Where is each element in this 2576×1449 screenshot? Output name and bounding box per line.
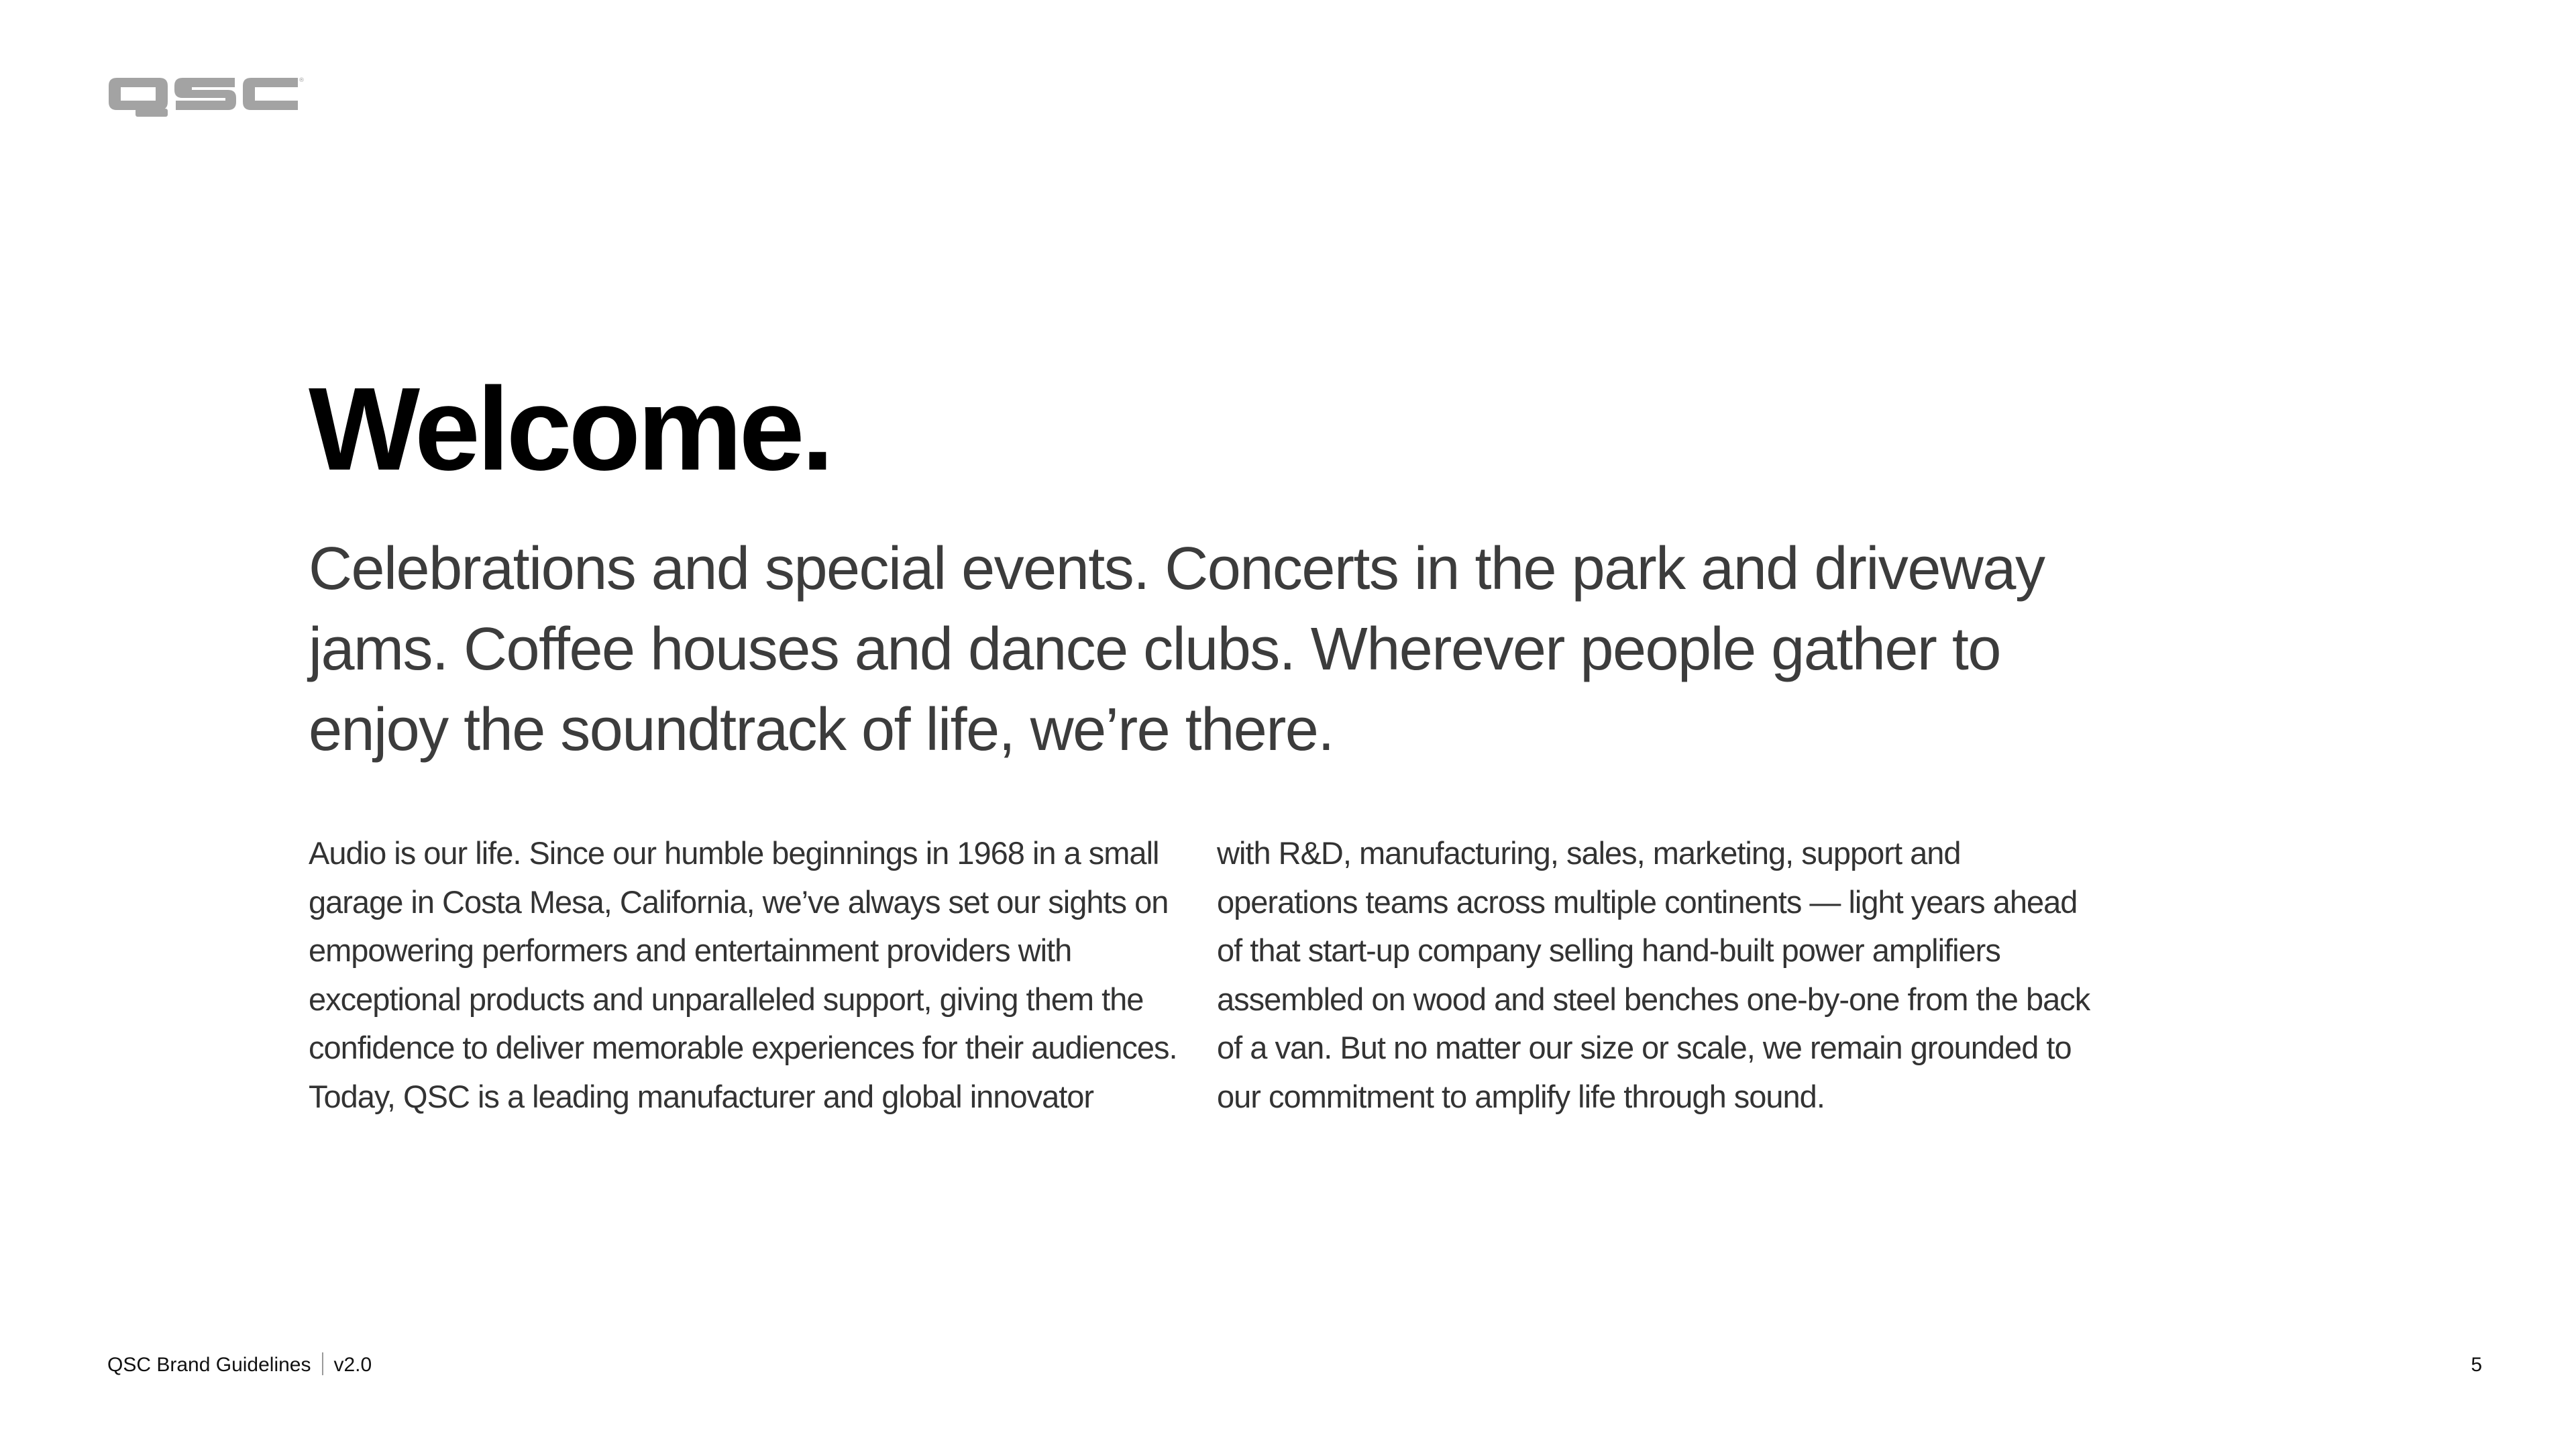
body-text-left-column: Audio is our life. Since our humble beginnings in 1968 in a small garage in Costa Mesa, California, we’ve always set our sights on empowering performers and entertainment providers with exceptional products and unparalleled support, giving them the confidence to deliver memorable experiences for their audiences. Today, QSC is a leading manufacturer and global innovator <box>309 835 1177 1114</box>
page-number: 5 <box>2471 1354 2482 1376</box>
footer-doc-info <box>107 1352 372 1379</box>
qsc-logo-mark <box>107 75 305 119</box>
body-text-right-column: with R&D, manufacturing, sales, marketing, support and operations teams across multiple continents — light years ahead of that start-up company selling hand-built power amplifiers assembled on wood and steel benches one-by-one from the back of a van. But no matter our size or scale, we remain grounded to our commitment to amplify life through sound. <box>1217 835 2090 1114</box>
qsc-logo <box>107 75 305 119</box>
footer-version: v2.0 <box>333 1354 372 1376</box>
page-title: Welcome. <box>309 364 831 495</box>
footer-divider <box>322 1352 323 1375</box>
footer-doc-name: QSC Brand Guidelines <box>107 1354 311 1376</box>
lead-paragraph: Celebrations and special events. Concerts in the park and driveway jams. Coffee houses and dance clubs. Wherever people gather to enjoy the soundtrack of life, we’re there. <box>309 535 2045 763</box>
svg-text:®: ® <box>299 77 305 84</box>
